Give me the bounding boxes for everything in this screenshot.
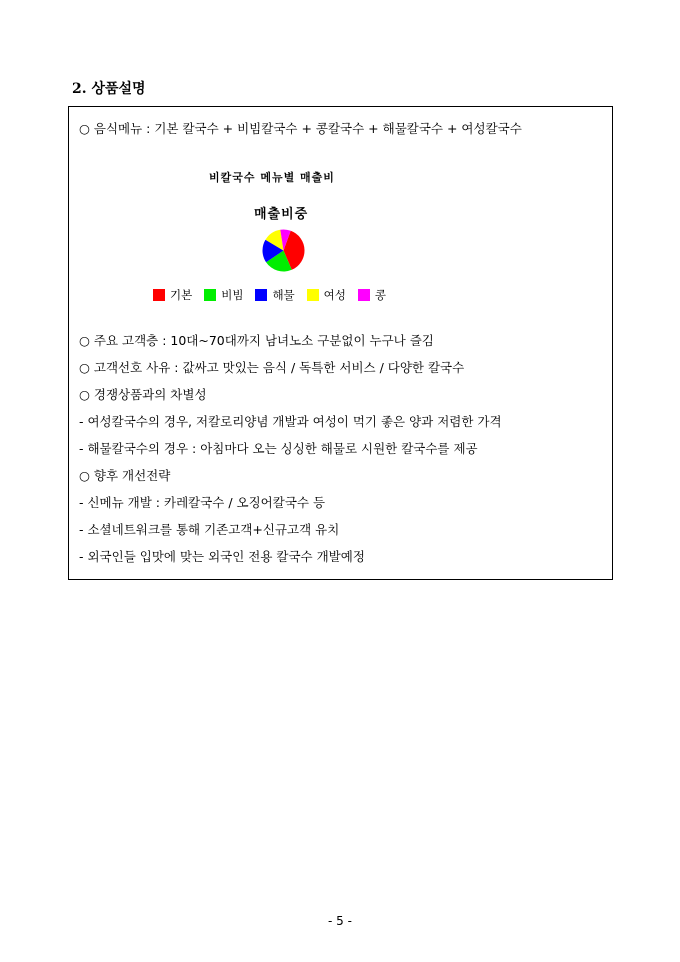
legend-swatch bbox=[307, 289, 319, 301]
menu-line: ○ 음식메뉴 : 기본 칼국수 + 비빔칼국수 + 콩칼국수 + 해물칼국수 + 여성칼국수 bbox=[79, 121, 522, 136]
legend-item bbox=[255, 287, 294, 303]
text-line: - 소셜네트워크를 통해 기존고객+신규고객 유치 bbox=[79, 522, 340, 537]
text-line: ○ 주요 고객층 : 10대~70대까지 남녀노소 구분없이 누구나 즐김 bbox=[79, 333, 434, 348]
legend-item bbox=[153, 287, 192, 303]
legend-item bbox=[204, 287, 243, 303]
text-line: - 외국인들 입맛에 맞는 외국인 전용 칼국수 개발예정 bbox=[79, 549, 365, 564]
legend-label: 해물 bbox=[272, 288, 295, 302]
chart-legend bbox=[153, 287, 398, 303]
legend-label: 콩 bbox=[374, 288, 386, 302]
legend-label: 기본 bbox=[170, 288, 193, 302]
legend-label: 비빔 bbox=[221, 288, 244, 302]
legend-item bbox=[307, 287, 346, 303]
chart-subtitle: 매출비중 bbox=[254, 207, 309, 222]
product-description-box bbox=[68, 106, 613, 580]
legend-item bbox=[358, 287, 386, 303]
legend-swatch bbox=[358, 289, 370, 301]
legend-swatch bbox=[204, 289, 216, 301]
sales-pie-chart bbox=[261, 228, 306, 273]
text-line: ○ 고객선호 사유 : 값싸고 맛있는 음식 / 독특한 서비스 / 다양한 칼국수 bbox=[79, 360, 465, 375]
legend-swatch bbox=[153, 289, 165, 301]
legend-label: 여성 bbox=[323, 288, 346, 302]
text-line: - 신메뉴 개발 : 카레칼국수 / 오징어칼국수 등 bbox=[79, 495, 326, 510]
text-line: ○ 경쟁상품과의 차별성 bbox=[79, 387, 207, 402]
text-line: ○ 향후 개선전략 bbox=[79, 468, 171, 483]
page-number: - 5 - bbox=[328, 914, 352, 928]
chart-title: 비칼국수 메뉴별 매출비 bbox=[209, 171, 335, 184]
legend-swatch bbox=[255, 289, 267, 301]
text-line: - 여성칼국수의 경우, 저칼로리양념 개발과 여성이 먹기 좋은 양과 저렴한 가격 bbox=[79, 414, 502, 429]
text-line: - 해물칼국수의 경우 : 아침마다 오는 싱싱한 해물로 시원한 칼국수를 제공 bbox=[79, 441, 478, 456]
section-title: 2. 상품설명 bbox=[72, 81, 146, 97]
